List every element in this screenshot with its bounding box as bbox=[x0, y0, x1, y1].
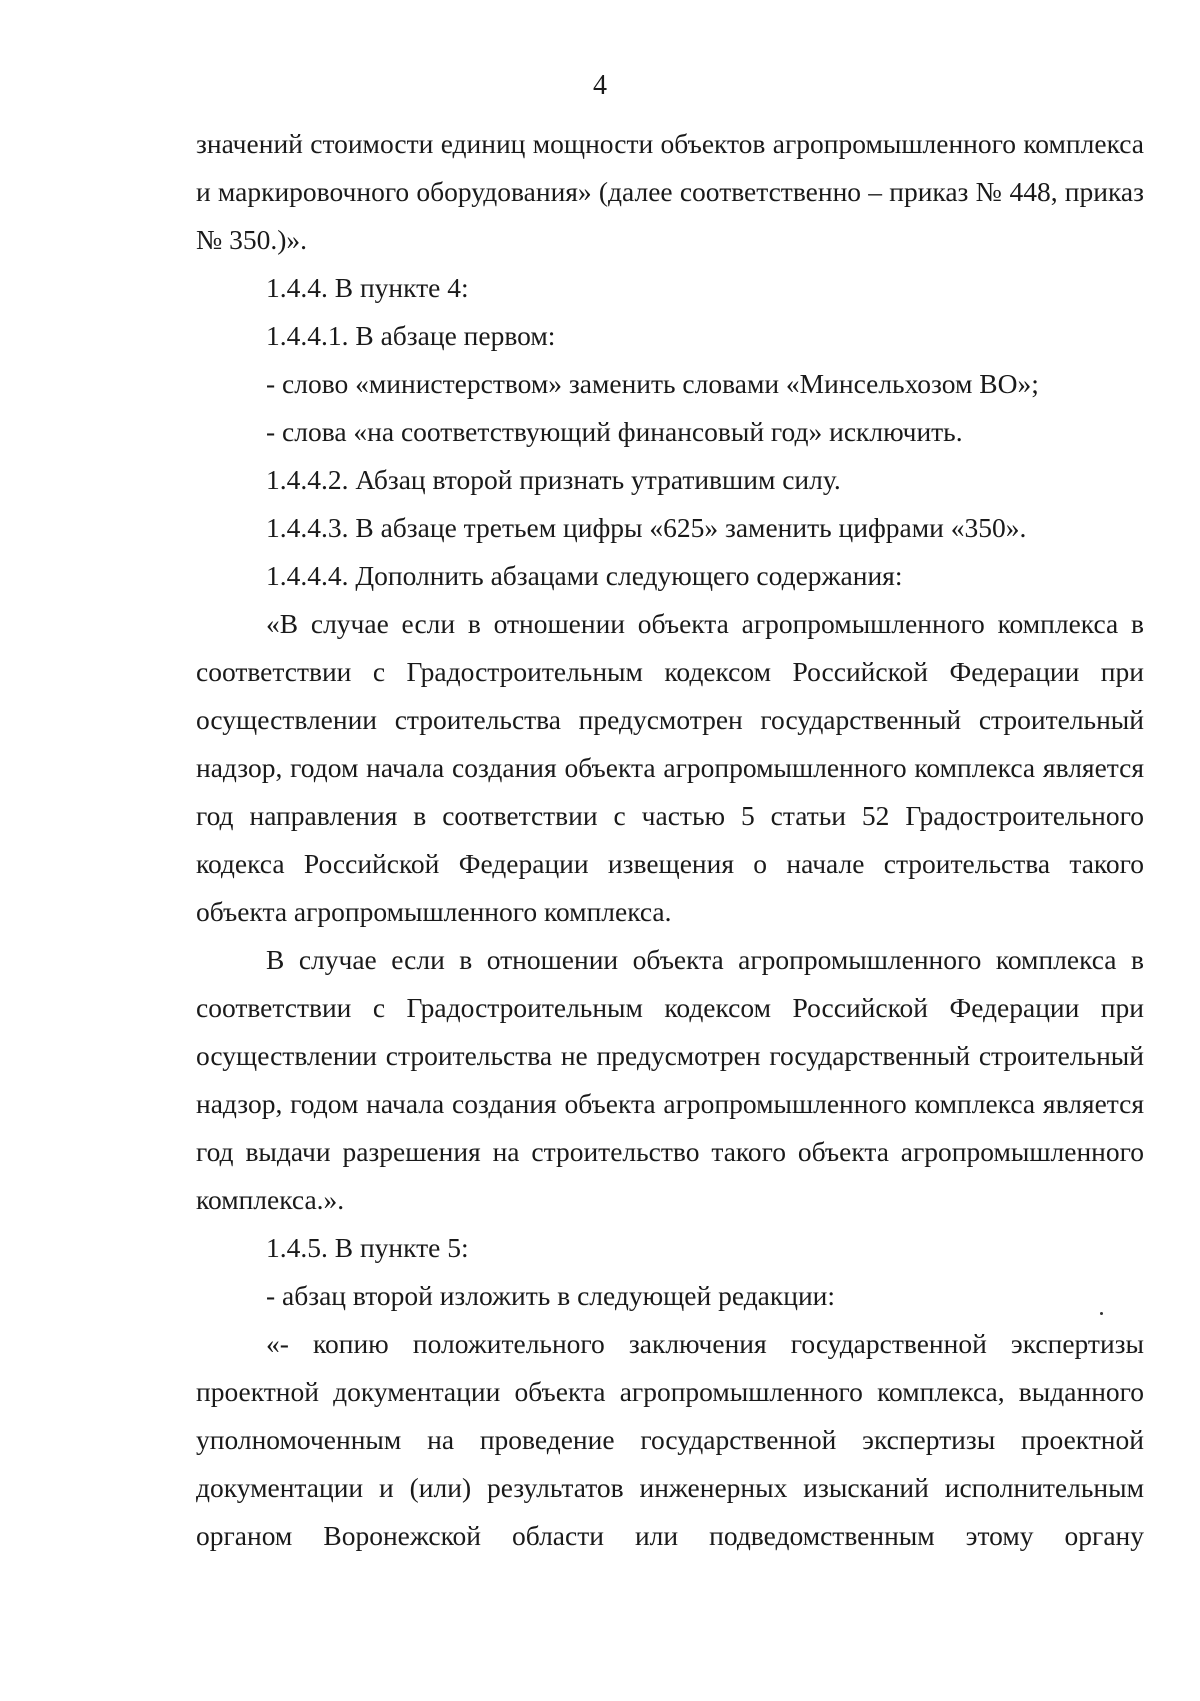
paragraph-quote-supervision: «В случае если в отношении объекта агропромышленного комплекса в соответствии с Градостроительным кодексом Российской Федерации при осуществлении строительства предусмотрен государственный строительный надзор, годом начала создания объекта агропромышленного комплекса является год направления в соответствии с частью 5 статьи 52 Градостроительного кодекса Российской Федерации извещения о начале строительства такого объекта агропромышленного комплекса. bbox=[196, 608, 1144, 927]
paragraph-item-1-4-4-2: 1.4.4.2. Абзац второй признать утратившим силу. bbox=[266, 464, 841, 495]
paragraph-item-1-4-4-4: 1.4.4.4. Дополнить абзацами следующего содержания: bbox=[266, 560, 903, 591]
paragraph-item-1-4-4: 1.4.4. В пункте 4: bbox=[266, 272, 469, 303]
document-body bbox=[196, 120, 1144, 1560]
paragraph-dash-word: - слово «министерством» заменить словами «Минсельхозом ВО»; bbox=[266, 368, 1039, 399]
paragraph-dash-words: - слова «на соответствующий финансовый год» исключить. bbox=[266, 416, 963, 447]
scan-speck bbox=[1100, 1312, 1103, 1315]
paragraph-item-1-4-4-3: 1.4.4.3. В абзаце третьем цифры «625» заменить цифрами «350». bbox=[266, 512, 1027, 543]
paragraph-no-supervision: В случае если в отношении объекта агропромышленного комплекса в соответствии с Градостроительным кодексом Российской Федерации при осуществлении строительства не предусмотрен государственный строительный надзор, годом начала создания объекта агропромышленного комплекса является год выдачи разрешения на строительство такого объекта агропромышленного комплекса.». bbox=[196, 944, 1144, 1215]
paragraph-continuation: значений стоимости единиц мощности объектов агропромышленного комплекса и маркировочного оборудования» (далее соответственно – приказ № 448, приказ № 350.)». bbox=[196, 128, 1144, 255]
paragraph-item-1-4-5: 1.4.5. В пункте 5: bbox=[266, 1232, 469, 1263]
page-number: 4 bbox=[593, 70, 607, 101]
paragraph-dash-second: - абзац второй изложить в следующей редакции: bbox=[266, 1280, 836, 1311]
paragraph-quote-copy: «- копию положительного заключения государственной экспертизы проектной документации объекта агропромышленного комплекса, выданного уполномоченным на проведение государственной экспертизы проектной документации и (или) результатов инженерных изысканий исполнительным органом Воронежской области или подведомственным этому органу bbox=[196, 1328, 1144, 1551]
paragraph-item-1-4-4-1: 1.4.4.1. В абзаце первом: bbox=[266, 320, 556, 351]
